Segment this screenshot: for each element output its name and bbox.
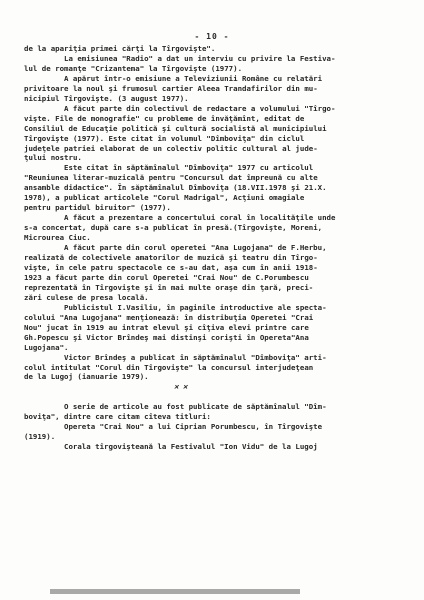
text-line: privitoare la noul şi frumosul cartier Aleea Trandafirilor din mu- xyxy=(24,83,318,93)
text-line: O serie de articole au fost publicate de săptămînalul "Dîm- xyxy=(64,402,327,412)
page-number: - 10 - xyxy=(194,32,230,41)
text-line: reprezentată în Tîrgovişte şi în mai multe oraşe din ţară, preci- xyxy=(24,282,314,292)
text-line: vişte, în cele patru spectacole ce s-au dat, aşa cum în anii 1918- xyxy=(24,262,318,272)
text-line: colul intitulat "Corul din Tîrgovişte" la concursul interjudeţean xyxy=(24,362,314,372)
text-line: Este citat în săptămînalul "Dîmboviţa" 1977 cu articolul xyxy=(64,163,314,173)
text-line: realizată de colectivele amatorilor de muzică şi teatru din Tîrgo- xyxy=(24,253,318,263)
footer-stamp xyxy=(50,589,300,594)
text-line: de la apariţia primei cărţi la Tîrgovişte". xyxy=(24,44,216,53)
text-line: Tîrgovişte (1977). Este citat în volumul "Dîmboviţa" din ciclul xyxy=(24,133,305,143)
text-line: ţului nostru. xyxy=(24,153,82,163)
text-line: Consiliul de Educaţie politică şi cultură socialistă al municipiului xyxy=(24,123,327,133)
text-line: zări culese de presa locală. xyxy=(24,292,149,302)
text-line: nicipiul Tîrgovişte. (3 august 1977). xyxy=(24,93,189,103)
text-line xyxy=(24,392,406,402)
text-line: ansamble didactice". În săptămînalul Dîmboviţa (18.VII.1978 şi 21.X. xyxy=(24,183,327,193)
text-line: 1923 a făcut parte din corul Operetei "Crai Nou" de C.Porumbescu xyxy=(24,272,309,282)
text-line: (1919). xyxy=(24,432,56,442)
section-divider: ✕ ✕ xyxy=(174,382,188,392)
text-line: judeţele patriei elaborat de un colectiv politic cultural al jude- xyxy=(24,143,318,153)
text-line: A făcut parte din colectivul de redactare a volumului "Tîrgo- xyxy=(64,103,336,113)
text-line: A făcut parte din corul operetei "Ana Lugojana" de F.Herbu, xyxy=(64,243,327,253)
text-line: pentru partidul biruitor" (1977). xyxy=(24,203,171,213)
text-line: vişte. File de monografie" cu probleme de învăţămînt, editat de xyxy=(24,113,305,123)
text-line: Opereta "Crai Nou" a lui Ciprian Porumbescu, în Tîrgovişte xyxy=(64,422,323,432)
text-line: s-a concertat, după care s-a publicat în presă.(Tîrgovişte, Moreni, xyxy=(24,223,323,233)
document-body xyxy=(24,44,406,452)
text-line: lul de romanţe "Crizantema" la Tîrgovişte (1977). xyxy=(24,63,243,73)
text-line: A făcut a prezentare a concertului coral în localităţile unde xyxy=(64,213,336,223)
text-line: La emisiunea "Radio" a dat un interviu cu privire la Festiva- xyxy=(64,53,336,63)
text-line: "Reuniunea literar-muzicală pentru "Concursul dat împreună cu alte xyxy=(24,173,318,183)
text-line: Publicistul I.Vasiliu, în paginile introductive ale specta- xyxy=(64,302,327,312)
text-line: de la Lugoj (ianuarie 1979). xyxy=(24,372,149,382)
text-line: boviţa", dintre care citam cîteva titluri: xyxy=(24,412,211,422)
text-line: Microurea Ciuc. xyxy=(24,233,91,243)
text-line: colului "Ana Lugojana" menţionează: în distribuţia Operetei "Crai xyxy=(24,312,314,322)
text-line: Corala tîrgovişteană la Festivalul "Ion Vidu" de la Lugoj xyxy=(64,442,318,452)
text-line: Victor Brîndeş a publicat în săptămînalul "Dîmboviţa" arti- xyxy=(64,352,327,362)
text-line: Nou" jucat în 1919 au intrat elevul şi cîţiva elevi printre care xyxy=(24,322,309,332)
text-line: 1978), a publicat articolele "Corul Madrigal", Acţiuni omagiale xyxy=(24,193,305,203)
text-line: Gh.Popescu şi Victor Brîndeş mai distinşi corişti în Opereta"Ana xyxy=(24,332,309,342)
text-line: A apărut într-o emisiune a Televiziunii Române cu relatări xyxy=(64,73,323,83)
text-line: Lugojana". xyxy=(24,342,69,352)
